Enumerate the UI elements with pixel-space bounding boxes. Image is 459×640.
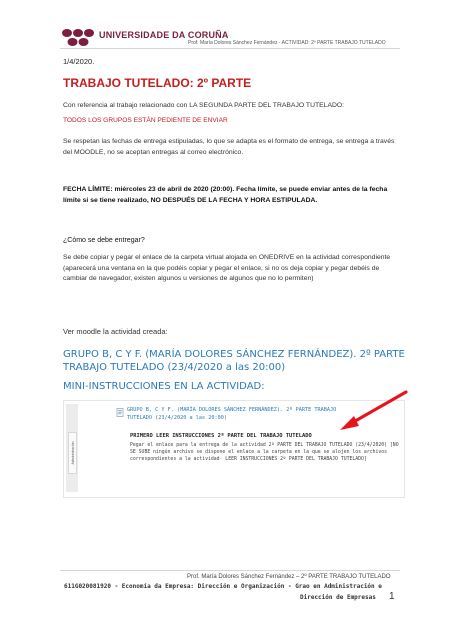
- footer-course: 611G020081920 - Economía da Empresa: Dirección e Organización - Grao en Administración e: [64, 583, 382, 590]
- delivery-question: ¿Cómo se debe entregar?: [63, 237, 145, 244]
- moodle-assignment-link[interactable]: GRUPO B, C Y F. (MARÍA DOLORES SÁNCHEZ FERNÁNDEZ). 2º PARTE TRABAJO TUTELADO (23/4/2020 a las 20:00): [127, 407, 337, 421]
- dates-paragraph: Se respetan las fechas de entrega estipuladas, lo que se adapta es el formato de entrega, se entrega a través del MOODLE, no se aceptan entregas al correo electrónico.: [63, 138, 395, 156]
- see-moodle-label: Ver moodle la actividad creada:: [63, 327, 168, 336]
- header-divider: [60, 48, 400, 49]
- moodle-assignment-description: Pegar el enlace para la entrega de la actividad 2º PARTE DEL TRABAJO TUTELADO (23/4/2020) [NO SE SUBE ningún archivo se dispone el enlace a la carpeta en la que se alojen los archivos correspondientes a la actividad· LEER INSTRUCCIONES 2º PARTE DEL TRABAJO TUTELADO]: [130, 443, 399, 463]
- deadline-paragraph: FECHA LÍMITE: miércoles 23 de abril de 2020 (20:00). Fecha límite, se puede enviar antes de la fecha límite si se tiene realizado, NO DESPUÉS DE LA FECHA Y HORA ESTIPULADA.: [63, 186, 388, 204]
- moodle-admin-tab-label: Administración: [71, 441, 75, 465]
- assignment-icon: [116, 408, 125, 417]
- red-arrow-icon: [330, 388, 410, 434]
- moodle-assignment-heading: PRIMERO LEER INSTRUCCIONES 2º PARTE DEL TRABAJO TUTELADO: [130, 433, 312, 439]
- footer-course-continued: Dirección de Empresas: [300, 594, 376, 601]
- footer-professor: Prof. María Dolores Sánchez Fernández – 2º PARTE TRABAJO TUTELADO: [187, 574, 391, 580]
- university-name: UNIVERSIDADE DA CORUÑA: [99, 30, 229, 40]
- pending-note: TODOS LOS GRUPOS ESTÁN PEDIENTE DE ENVIAR: [63, 117, 228, 124]
- page-number: 1: [389, 591, 395, 602]
- moodle-admin-tab[interactable]: [68, 432, 77, 474]
- document-title: TRABAJO TUTELADO: 2º PARTE: [63, 76, 252, 90]
- document-date: 1/4/2020.: [63, 57, 95, 66]
- university-logo-icon: [61, 27, 95, 49]
- instructions-paragraph: Se debe copiar y pegar el enlace de la carpeta virtual alojada en ONEDRIVE en la actividad correspondiente (aparecerá una ventana en la que podéis copiar y pegar el enlace, si no os deja copiar y pegar debéis de cambiar de navegador, existen algunos u versiones de algunos que no lo permiten): [63, 254, 391, 282]
- mini-instructions-heading: MINI-INSTRUCCIONES EN LA ACTIVIDAD:: [63, 381, 265, 392]
- intro-paragraph: Con referencia al trabajo relacionado con LA SEGUNDA PARTE DEL TRABAJO TUTELADO:: [63, 102, 345, 109]
- header-note: Prof. María Dolores Sánchez Fernández - ACTIVIDAD: 2º PARTE TRABAJO TUTELADO: [188, 40, 386, 46]
- footer-divider: [60, 570, 400, 571]
- activity-link[interactable]: GRUPO B, C Y F. (MARÍA DOLORES SÁNCHEZ FERNÁNDEZ). 2º PARTE TRABAJO TUTELADO (23/4/2020 a las 20:00): [63, 349, 405, 373]
